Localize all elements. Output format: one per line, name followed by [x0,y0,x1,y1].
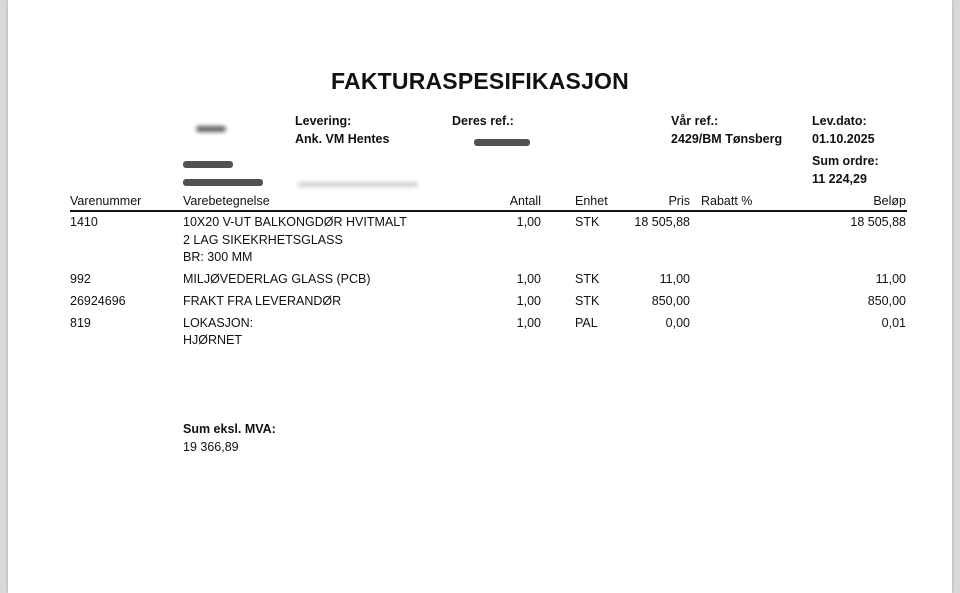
row-1-desc-1: 10X20 V-UT BALKONGDØR HVITMALT [183,215,407,229]
row-3-varenummer: 26924696 [70,294,126,308]
sum-ordre-value: 11 224,29 [812,172,867,186]
invoice-page [8,0,952,593]
row-2-pris: 11,00 [659,272,690,286]
row-3-antall: 1,00 [516,294,541,308]
page-title: FAKTURASPESIFIKASJON [331,68,629,94]
col-belop: Beløp [873,194,906,208]
row-1-varenummer: 1410 [70,215,98,229]
deres-ref-label: Deres ref.: [452,114,514,128]
redacted-address-line-1 [183,156,233,174]
row-2-antall: 1,00 [516,272,541,286]
row-2-enhet: STK [575,272,600,286]
row-4-pris: 0,00 [665,316,690,330]
row-1-pris: 18 505,88 [634,215,690,229]
sum-eksl-mva-value: 19 366,89 [183,440,239,454]
row-3-desc-1: FRAKT FRA LEVERANDØR [183,294,342,308]
row-3-belop: 850,00 [867,294,906,308]
header-rule [70,210,907,212]
lev-dato-value: 01.10.2025 [812,132,875,146]
col-antall: Antall [509,194,541,208]
col-varebetegnelse: Varebetegnelse [183,194,270,208]
row-2-desc-1: MILJØVEDERLAG GLASS (PCB) [183,272,371,286]
row-2-belop: 11,00 [875,272,906,286]
row-1-desc-2: 2 LAG SIKEKRHETSGLASS [183,233,343,247]
col-rabatt: Rabatt % [701,194,753,208]
col-pris: Pris [668,194,690,208]
col-varenummer: Varenummer [70,194,142,208]
row-4-desc-2: HJØRNET [183,333,243,347]
redacted-customer-info [196,120,226,138]
row-1-antall: 1,00 [516,215,541,229]
levering-value: Ank. VM Hentes [295,132,390,146]
var-ref-label: Vår ref.: [671,114,719,128]
lev-dato-label: Lev.dato: [812,114,867,128]
deres-ref-redacted [474,134,530,152]
sum-eksl-mva-label: Sum eksl. MVA: [183,422,276,436]
row-3-enhet: STK [575,294,600,308]
col-enhet: Enhet [575,194,608,208]
row-1-desc-3: BR: 300 MM [183,250,253,264]
row-4-antall: 1,00 [516,316,541,330]
row-4-enhet: PAL [575,316,598,330]
redacted-address-blur [298,176,418,194]
row-2-varenummer: 992 [70,272,91,286]
var-ref-value: 2429/BM Tønsberg [671,132,783,146]
sum-ordre-label: Sum ordre: [812,154,879,168]
redacted-address-line-2 [183,174,263,192]
row-4-desc-1: LOKASJON: [183,316,254,330]
row-1-enhet: STK [575,215,600,229]
row-1-belop: 18 505,88 [850,215,906,229]
row-3-pris: 850,00 [651,294,690,308]
levering-label: Levering: [295,114,352,128]
row-4-varenummer: 819 [70,316,91,330]
row-4-belop: 0,01 [881,316,906,330]
